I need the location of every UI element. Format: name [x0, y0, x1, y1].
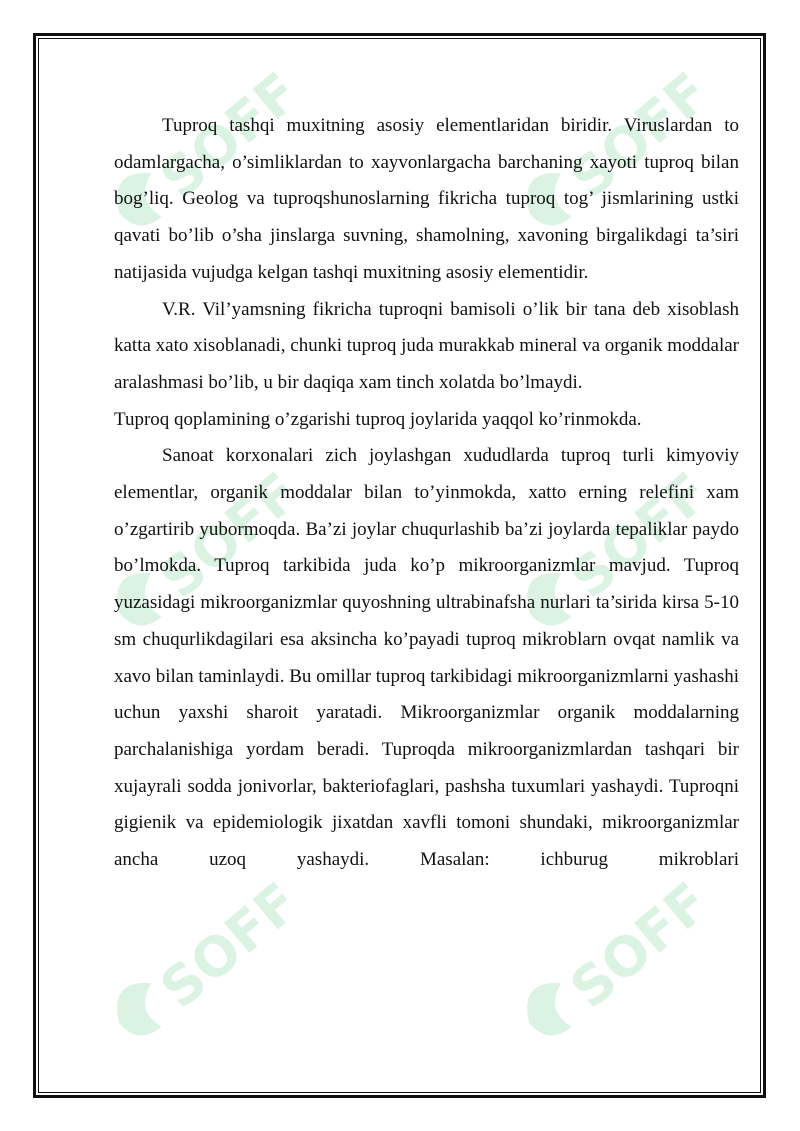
watermark-text: SOFF: [148, 870, 311, 1021]
watermark-text: SOFF: [148, 460, 311, 611]
paragraph-4: Sanoat korxonalari zich joylashgan xududlarda tuproq turli kimyoviy elementlar, organik moddalar bilan to’yinmokda, xatto erning relefini xam o’zgartirib yubormoqda. Ba’zi joylar chuqurlashib ba’zi joylarda tepaliklar paydo bo’lmokda. Tuproq tarkibida juda ko’p mikroorganizmlar mavjud. Tuproq yuzasidagi mikroorganizmlar quyoshning ultrabinafsha nurlari ta’sirida kirsa 5-10 sm chuqurlikdagilari esa aksincha ko’payadi tuproq mikroblarn ovqat namlik va xavo bilan taminlaydi. Bu omillar tuproq tarkibidagi mikroorganizmlarni yashashi uchun yaxshi sharoit yaratadi. Mikroorganizmlar organik moddalarning parchalanishiga yordam beradi. Tuproqda mikroorganizmlardan tashqari bir xujayrali sodda jonivorlar, bakteriofaglari, pashsha tuxumlari yashaydi. Tuproqni gigienik va epidemiologik jixatdan xavfli tomoni shundaki, mikroorganizmlar ancha uzoq yashaydi. Masalan: ichburug mikroblari: [114, 445, 739, 871]
paragraph-3: Tuproq qoplamining o’zgarishi tuproq joylarida yaqqol ko’rinmokda.: [114, 408, 642, 430]
watermark-text: SOFF: [558, 60, 721, 211]
paragraph-2: V.R. Vil’yamsning fikricha tuproqni bamisoli o’lik bir tana deb xisoblash katta xato xisoblanadi, chunki tuproq juda murakkab mineral va organik moddalar aralashmasi bo’lib, u bir daqiqa xam tinch xolatda bo’lmaydi.: [114, 298, 739, 393]
watermark-text: SOFF: [558, 870, 721, 1021]
watermark-text: SOFF: [148, 60, 311, 211]
paragraph-1: Tuproq tashqi muxitning asosiy elementlaridan biridir. Viruslardan to odamlargacha, o’simliklardan to xayvonlargacha barchaning xayoti tuproq bilan bog’liq. Geolog va tuproqshunoslarning fikricha tuproq tog’ jismlarining ustki qavati bo’lib o’sha jinslarga suvning, shamolning, xavoning birgalikdagi ta’siri natijasida vujudga kelgan tashqi muxitning asosiy elementidir.: [114, 115, 739, 283]
document-body: [114, 108, 739, 879]
watermark-text: SOFF: [558, 460, 721, 611]
